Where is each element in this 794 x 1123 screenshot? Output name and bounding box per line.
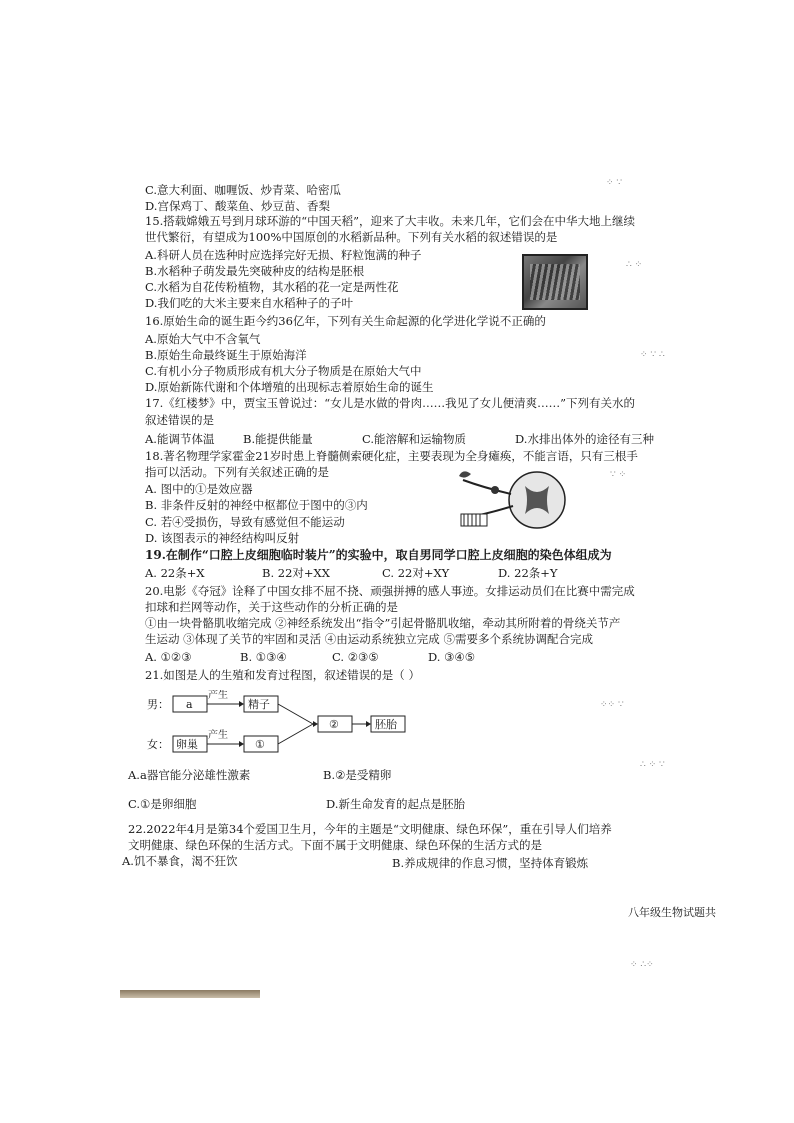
q20-option-c: C. ②③⑤	[332, 650, 379, 664]
q21-stem: 21.如图是人的生殖和发育过程图，叙述错误的是（ ）	[145, 668, 420, 682]
reproduction-flowchart	[145, 690, 435, 760]
q21-option-d: D.新生命发育的起点是胚胎	[326, 797, 465, 811]
rice-photo	[522, 254, 588, 310]
q17-stem: 17.《红楼梦》中，贾宝玉曾说过：“女儿是水做的骨肉……我见了女儿便清爽……”下列有关水的	[145, 396, 636, 410]
q21-option-b: B.②是受精卵	[323, 768, 392, 782]
flow-cell1-box: ①	[255, 738, 265, 751]
scan-noise: ⁘⁘ ∵	[600, 700, 624, 710]
q22-stem-cont: 文明健康、绿色环保的生活方式。下面不属于文明健康、绿色环保的生活方式的是	[128, 838, 542, 852]
q19-option-b: B. 22对+XX	[262, 566, 330, 580]
q20-option-d: D. ③④⑤	[428, 650, 476, 664]
flow-male-label: 男：	[147, 698, 169, 711]
q18-stem-cont: 指可以活动。下列有关叙述正确的是	[145, 465, 329, 479]
q16-option-d: D.原始新陈代谢和个体增殖的出现标志着原始生命的诞生	[145, 380, 434, 394]
q19-option-c: C. 22对+XY	[382, 566, 450, 580]
q17-stem-cont: 叙述错误的是	[145, 413, 214, 427]
q18-option-b: B. 非条件反射的神经中枢都位于图中的③内	[145, 498, 368, 512]
q17-option-c: C.能溶解和运输物质	[362, 432, 467, 446]
q21-option-a: A.a器官能分泌雄性激素	[128, 768, 251, 782]
q19-option-d: D. 22条+Y	[498, 566, 558, 580]
q15-stem: 15.搭载嫦娥五号到月球环游的“中国天稻”，迎来了大丰收。未来几年，它们会在中华大地上继续	[145, 214, 636, 228]
q20-statements-cont: 生运动 ③体现了关节的牢固和灵活 ④由运动系统独立完成 ⑤需要多个系统协调配合完成	[145, 632, 593, 646]
scan-noise: ⁘ ∵	[606, 178, 623, 188]
scan-noise: ⁘ ∵ ∴	[640, 350, 665, 360]
q20-statements: ①由一块骨骼肌收缩完成 ②神经系统发出“指令”引起骨骼肌收缩，牵动其所附着的骨绕关节产	[145, 616, 621, 630]
q17-option-b: B.能提供能量	[243, 432, 313, 446]
flow-female-label: 女：	[147, 738, 169, 751]
q20-stem: 20.电影《夺冠》诠释了中国女排不屈不挠、顽强拼搏的感人事迹。女排运动员们在比赛中需完成	[145, 584, 635, 598]
flow-produce-1: 产生	[208, 690, 228, 701]
q15-option-c: C.水稻为自花传粉植物，其水稻的花一定是两性花	[145, 280, 399, 294]
flow-produce-2: 产生	[208, 730, 228, 741]
q19-stem: 19.在制作“口腔上皮细胞临时装片”的实验中，取自男同学口腔上皮细胞的染色体组成为	[145, 548, 612, 562]
q16-option-c: C.有机小分子物质形成有机大分子物质是在原始大气中	[145, 364, 422, 378]
q20-stem-cont: 扣球和拦网等动作，关于这些动作的分析正确的是	[145, 600, 398, 614]
q15-option-a: A.科研人员在选种时应选择完好无损、籽粒饱满的种子	[145, 248, 422, 262]
q22-option-b: B.养成规律的作息习惯，坚持体育锻炼	[392, 856, 589, 870]
q18-option-a: A. 图中的①是效应器	[145, 482, 253, 496]
page-footer: 八年级生物试题共	[628, 906, 716, 919]
q21-option-c: C.①是卵细胞	[128, 797, 197, 811]
q19-option-a: A. 22条+X	[145, 566, 205, 580]
q15-option-d: D.我们吃的大米主要来自水稻种子的子叶	[145, 296, 353, 310]
q16-option-b: B.原始生命最终诞生于原始海洋	[145, 348, 307, 362]
reflex-arc-diagram	[455, 458, 575, 540]
scan-noise: ⁘ ∴⁘	[630, 960, 654, 970]
q18-option-c: C. 若④受损伤，导致有感觉但不能运动	[145, 515, 345, 529]
q16-option-a: A.原始大气中不含氧气	[145, 332, 261, 346]
q18-option-d: D. 该图表示的神经结构叫反射	[145, 531, 300, 545]
flow-ovary-box: 卵巢	[176, 738, 198, 751]
q20-option-a: A. ①②③	[145, 650, 192, 664]
flow-cell2-box: ②	[329, 718, 339, 731]
q16-stem: 16.原始生命的诞生距今约36亿年，下列有关生命起源的化学进化学说不正确的	[145, 314, 546, 328]
q15-stem-cont: 世代繁衍，有望成为100%中国原创的水稻新品种。下列有关水稻的叙述错误的是	[145, 230, 558, 244]
q14-option-c: C.意大利面、咖喱饭、炒青菜、哈密瓜	[145, 183, 342, 197]
q22-stem: 22.2022年4月是第34个爱国卫生月，今年的主题是“文明健康、绿色环保”，重在引导人们培养	[128, 822, 612, 836]
scan-noise: ∴ ⁘ ∵	[640, 760, 665, 770]
q17-option-d: D.水排出体外的途径有三种	[515, 432, 654, 446]
scan-edge	[120, 990, 260, 998]
q15-option-b: B.水稻种子萌发最先突破种皮的结构是胚根	[145, 264, 365, 278]
flow-a-box: a	[186, 698, 193, 711]
q22-option-a: A.饥不暴食，渴不狂饮	[122, 854, 238, 868]
flow-embryo-box: 胚胎	[375, 718, 397, 731]
q18-stem: 18.著名物理学家霍金21岁时患上脊髓侧索硬化症，主要表现为全身瘫痪，不能言语，只有三根手	[145, 449, 638, 463]
q20-option-b: B. ①③④	[240, 650, 287, 664]
scan-noise: ∵ ⁘	[610, 470, 627, 480]
flow-sperm-box: 精子	[248, 698, 270, 711]
q17-option-a: A.能调节体温	[145, 432, 215, 446]
scan-noise: ∴ ⁘	[626, 260, 643, 270]
q14-option-d: D.宫保鸡丁、酸菜鱼、炒豆苗、香梨	[145, 199, 330, 213]
